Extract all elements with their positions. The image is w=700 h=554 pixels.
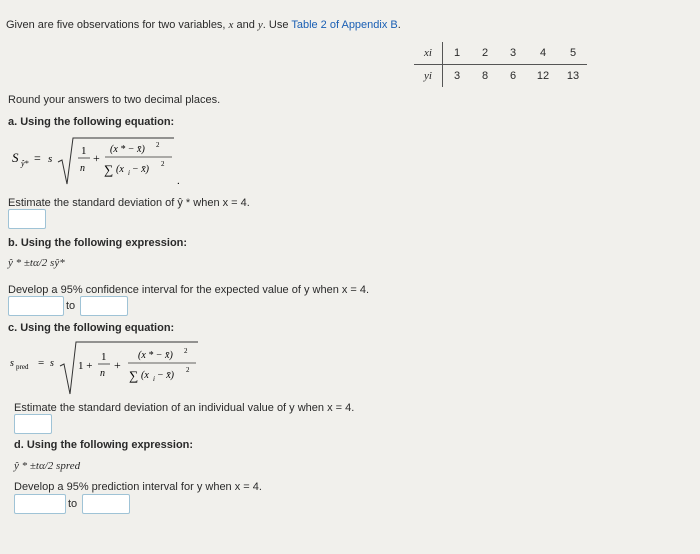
to-label: to: [68, 498, 78, 510]
svg-text:n: n: [80, 163, 85, 174]
prediction-expression: ŷ * ±tα/2 spred: [14, 460, 81, 472]
row-label-y: yi: [414, 65, 443, 88]
part-b-question: Develop a 95% confidence interval for the expected value of y when x = 4.: [8, 284, 370, 296]
svg-text:1 +: 1 +: [78, 360, 93, 372]
svg-text:(x * − x̄): (x * − x̄): [138, 350, 173, 361]
appendix-table-link[interactable]: Table 2 of Appendix B: [291, 19, 398, 31]
data-table: [414, 42, 587, 87]
table-cell: 1: [443, 42, 472, 65]
svg-text:s: s: [48, 153, 53, 165]
part-c-question: Estimate the standard deviation of an individual value of y when x = 4.: [14, 402, 355, 414]
svg-text:ŷ*: ŷ*: [21, 159, 29, 168]
prediction-upper-input[interactable]: [82, 494, 130, 514]
svg-text:1: 1: [101, 351, 107, 363]
svg-text:− x̄): − x̄): [132, 164, 150, 175]
table-cell: 8: [481, 70, 489, 82]
svg-text:2: 2: [161, 160, 165, 168]
svg-text:− x̄): − x̄): [157, 370, 175, 381]
svg-text:S: S: [12, 150, 19, 165]
prediction-lower-input[interactable]: [14, 494, 66, 514]
svg-text:n: n: [100, 368, 105, 379]
table-cell: 3: [453, 70, 461, 82]
table-cell: 5: [559, 42, 587, 65]
part-c-answer-input[interactable]: [14, 414, 52, 434]
part-a-question: Estimate the standard deviation of ŷ * when x = 4.: [8, 197, 250, 209]
confidence-expression: ŷ * ±tα/2 sŷ*: [8, 257, 65, 269]
svg-text:i: i: [153, 375, 155, 383]
to-label: to: [66, 300, 76, 312]
table-row-y: [414, 65, 587, 88]
svg-text:2: 2: [156, 141, 160, 149]
prediction-std-formula: [8, 338, 208, 398]
svg-text:2: 2: [186, 366, 190, 374]
table-cell: 2: [471, 42, 499, 65]
svg-text:=: =: [34, 151, 41, 165]
svg-text:(x: (x: [116, 164, 124, 175]
part-b-label: b. Using the following expression:: [8, 237, 188, 249]
svg-text:.: .: [177, 175, 180, 187]
svg-text:+: +: [93, 151, 100, 165]
confidence-lower-input[interactable]: [8, 296, 64, 316]
row-label-x: xi: [414, 42, 443, 65]
table-cell: 6: [509, 70, 517, 82]
confidence-upper-input[interactable]: [80, 296, 128, 316]
part-a-label: a. Using the following equation:: [8, 116, 175, 128]
part-d-label: d. Using the following expression:: [14, 439, 194, 451]
std-error-mean-formula: [6, 132, 196, 190]
table-cell: 3: [499, 42, 527, 65]
svg-text:s: s: [50, 358, 54, 369]
svg-text:pred: pred: [16, 363, 29, 371]
svg-text:=: =: [38, 357, 45, 369]
table-cell: 12: [536, 70, 550, 82]
intro-text: Given are five observations for two variables, x and y. Use Table 2 of Appendix B.: [6, 19, 401, 31]
part-a-answer-input[interactable]: [8, 209, 46, 229]
table-cell: 4: [527, 42, 559, 65]
round-note: Round your answers to two decimal places.: [8, 94, 221, 106]
svg-text:i: i: [128, 169, 130, 177]
svg-text:(x: (x: [141, 370, 149, 381]
table-row-x: [414, 42, 587, 65]
svg-text:s: s: [10, 358, 14, 369]
svg-text:2: 2: [184, 347, 188, 355]
table-cell: 13: [566, 70, 580, 82]
svg-text:+: +: [114, 358, 121, 372]
part-d-question: Develop a 95% prediction interval for y when x = 4.: [14, 481, 262, 493]
svg-text:∑: ∑: [129, 368, 139, 383]
part-c-label: c. Using the following equation:: [8, 322, 175, 334]
svg-text:(x * − x̄): (x * − x̄): [110, 144, 145, 155]
svg-text:1: 1: [81, 145, 87, 157]
svg-text:∑: ∑: [104, 162, 114, 177]
